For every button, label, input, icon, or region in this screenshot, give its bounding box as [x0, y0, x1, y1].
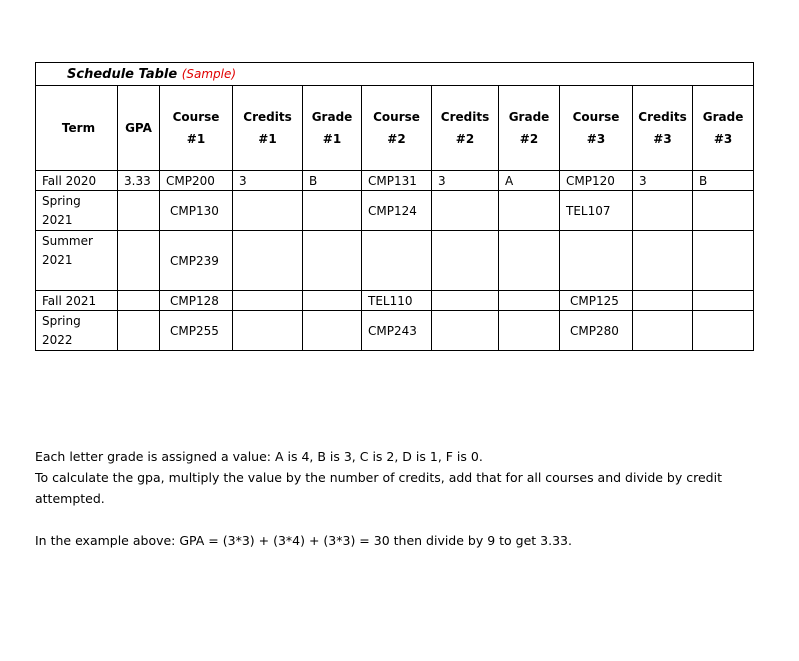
header-credits-2: Credits #2 — [432, 86, 499, 171]
cell-gpa: 3.33 — [118, 171, 160, 191]
cell-course-3: TEL107 — [560, 191, 633, 231]
cell-term: Spring 2021 — [36, 191, 118, 231]
cell-course-2: CMP124 — [362, 191, 432, 231]
cell-grade-1 — [303, 311, 362, 351]
cell-gpa — [118, 231, 160, 291]
table-row — [36, 191, 754, 231]
cell-term: Fall 2020 — [36, 171, 118, 191]
cell-course-2: CMP243 — [362, 311, 432, 351]
header-grade-3: Grade #3 — [693, 86, 754, 171]
cell-credits-3 — [633, 311, 693, 351]
cell-credits-1 — [233, 291, 303, 311]
cell-grade-1 — [303, 291, 362, 311]
table-title-row — [36, 63, 754, 86]
header-course-2: Course #2 — [362, 86, 432, 171]
cell-credits-1 — [233, 311, 303, 351]
cell-credits-1: 3 — [233, 171, 303, 191]
cell-course-3: CMP120 — [560, 171, 633, 191]
cell-grade-3 — [693, 191, 754, 231]
cell-grade-3: B — [693, 171, 754, 191]
header-row — [36, 86, 754, 171]
table-title-text: Schedule Table — [67, 66, 178, 82]
note-example: In the example above: GPA = (3*3) + (3*4) + (3*3) = 30 then divide by 9 to get 3.33. — [35, 533, 572, 548]
cell-grade-2 — [499, 291, 560, 311]
header-course-3: Course #3 — [560, 86, 633, 171]
header-term: Term — [36, 86, 118, 171]
cell-grade-3 — [693, 311, 754, 351]
header-gpa: GPA — [118, 86, 160, 171]
cell-credits-2 — [432, 231, 499, 291]
cell-grade-1 — [303, 191, 362, 231]
cell-term: Fall 2021 — [36, 291, 118, 311]
cell-course-1: CMP128 — [160, 291, 233, 311]
table-row — [36, 311, 754, 351]
table-title — [36, 63, 754, 86]
cell-credits-3 — [633, 291, 693, 311]
header-grade-1: Grade #1 — [303, 86, 362, 171]
cell-course-1: CMP239 — [160, 231, 233, 291]
cell-grade-1: B — [303, 171, 362, 191]
cell-credits-2: 3 — [432, 171, 499, 191]
cell-course-3: CMP125 — [560, 291, 633, 311]
cell-gpa — [118, 291, 160, 311]
cell-grade-2 — [499, 191, 560, 231]
cell-credits-2 — [432, 311, 499, 351]
cell-credits-3: 3 — [633, 171, 693, 191]
note-grade-values: Each letter grade is assigned a value: A is 4, B is 3, C is 2, D is 1, F is 0. — [35, 449, 483, 464]
table-row — [36, 231, 754, 291]
cell-credits-3 — [633, 191, 693, 231]
header-grade-2: Grade #2 — [499, 86, 560, 171]
cell-grade-3 — [693, 231, 754, 291]
cell-grade-1 — [303, 231, 362, 291]
cell-course-2 — [362, 231, 432, 291]
cell-credits-1 — [233, 191, 303, 231]
cell-term: Spring 2022 — [36, 311, 118, 351]
cell-gpa — [118, 311, 160, 351]
header-course-1: Course #1 — [160, 86, 233, 171]
cell-course-3: CMP280 — [560, 311, 633, 351]
cell-gpa — [118, 191, 160, 231]
cell-course-1: CMP130 — [160, 191, 233, 231]
cell-course-3 — [560, 231, 633, 291]
cell-grade-2: A — [499, 171, 560, 191]
cell-grade-3 — [693, 291, 754, 311]
table-title-note: (Sample) — [181, 66, 237, 81]
cell-credits-2 — [432, 191, 499, 231]
cell-credits-1 — [233, 231, 303, 291]
cell-grade-2 — [499, 231, 560, 291]
schedule-table — [35, 62, 754, 351]
header-credits-1: Credits #1 — [233, 86, 303, 171]
notes-section — [35, 446, 775, 551]
cell-course-1: CMP200 — [160, 171, 233, 191]
cell-grade-2 — [499, 311, 560, 351]
cell-course-2: TEL110 — [362, 291, 432, 311]
header-credits-3: Credits #3 — [633, 86, 693, 171]
table-row — [36, 171, 754, 191]
cell-course-1: CMP255 — [160, 311, 233, 351]
cell-credits-2 — [432, 291, 499, 311]
table-row — [36, 291, 754, 311]
cell-term: Summer 2021 — [36, 231, 118, 291]
cell-credits-3 — [633, 231, 693, 291]
note-gpa-method: To calculate the gpa, multiply the value by the number of credits, add that for all courses and divide by credit attempted. — [35, 470, 722, 506]
cell-course-2: CMP131 — [362, 171, 432, 191]
